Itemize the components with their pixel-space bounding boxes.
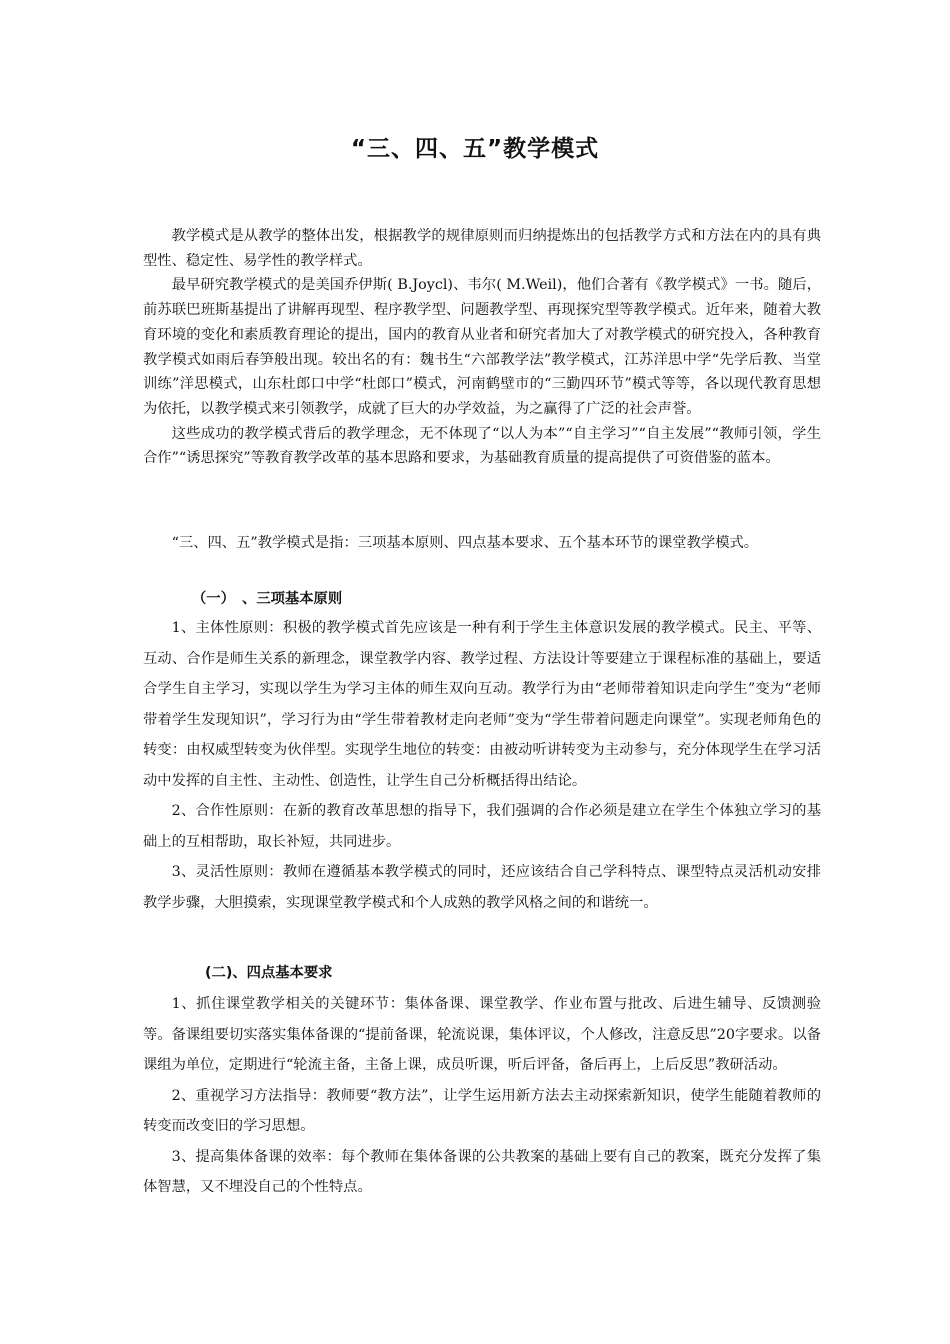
requirement-paragraph-2: 2、重视学习方法指导：教师要“教方法”，让学生运用新方法去主动探索新知识，使学生能随着教师的转变而改变旧的学习思想。: [143, 1087, 821, 1134]
principles-section: [143, 613, 821, 918]
intro-paragraph-1: 教学模式是从教学的整体出发，根据教学的规律原则而归纳提炼出的包括教学方式和方法在内的具有典型性、稳定性、易学性的教学样式。: [143, 228, 821, 269]
requirements-section: [143, 989, 821, 1203]
requirement-paragraph-3: 3、提高集体备课的效率：每个教师在集体备课的公共教案的基础上要有自己的教案，既充分发挥了集体智慧，又不埋没自己的个性特点。: [143, 1148, 821, 1195]
section-heading-requirements: (二)、四点基本要求: [205, 965, 333, 981]
principle-paragraph-3: 3、灵活性原则：教师在遵循基本教学模式的同时，还应该结合自己学科特点、课型特点灵活机动安排教学步骤，大胆摸索，实现课堂教学模式和个人成熟的教学风格之间的和谐统一。: [143, 864, 821, 911]
requirement-paragraph-1: 1、抓住课堂教学相关的关键环节：集体备课、课堂教学、作业布置与批改、后进生辅导、反馈测验等。备课组要切实落实集体备课的“提前备课，轮流说课，集体评议，个人修改，注意反思”20字要求。以备课组为单位，定期进行“轮流主备，主备上课，成员听课，听后评备，备后再上，上后反思”教研活动。: [143, 996, 821, 1073]
intro-section: [143, 224, 821, 471]
intro-paragraph-2: 最早研究教学模式的是美国乔伊斯( B.Joycl)、韦尔( M.Weil)，他们合著有《教学模式》一书。随后，前苏联巴班斯基提出了讲解再现型、程序教学型、问题教学型、再现探究型等教学模式。近年来，随着大教育环境的变化和素质教育理论的提出，国内的教育从业者和研究者加大了对教学模式的研究投入，各种教育教学模式如雨后春笋般出现。较出名的有：魏书生“六部教学法”教学模式，江苏洋思中学“先学后教、当堂训练”洋思模式，山东杜郎口中学“杜郎口”模式，河南鹤壁市的“三勤四环节”模式等等，各以现代教育思想为依托，以教学模式来引领教学，成就了巨大的办学效益，为之赢得了广泛的社会声誉。: [143, 277, 821, 417]
intro-paragraph-3: 这些成功的教学模式背后的教学理念，无不体现了“以人为本”“自主学习”“自主发展”“教师引领，学生合作”“诱思探究”等教育教学改革的基本思路和要求，为基础教育质量的提高提供了可资借鉴的蓝本。: [143, 425, 821, 467]
document-title: “三、四、五”教学模式: [350, 136, 600, 162]
principle-paragraph-2: 2、合作性原则：在新的教育改革思想的指导下，我们强调的合作必须是建立在学生个体独立学习的基础上的互相帮助，取长补短，共同进步。: [143, 803, 821, 850]
section-heading-principles: （一） 、三项基本原则: [192, 591, 343, 607]
definition-section: [143, 528, 821, 559]
definition-paragraph: “三、四、五”教学模式是指：三项基本原则、四点基本要求、五个基本环节的课堂教学模式。: [171, 535, 759, 551]
principle-paragraph-1: 1、主体性原则：积极的教学模式首先应该是一种有利于学生主体意识发展的教学模式。民主、平等、互动、合作是师生关系的新理念，课堂教学内容、教学过程、方法设计等要建立于课程标准的基础上，要适合学生自主学习，实现以学生为学习主体的师生双向互动。教学行为由“老师带着知识走向学生”变为“老师带着学生发现知识”，学习行为由“学生带着教材走向老师”变为“学生带着问题走向课堂”。实现老师角色的转变：由权威型转变为伙伴型。实现学生地位的转变：由被动听讲转变为主动参与，充分体现学生在学习活动中发挥的自主性、主动性、创造性，让学生自己分析概括得出结论。: [143, 620, 821, 789]
